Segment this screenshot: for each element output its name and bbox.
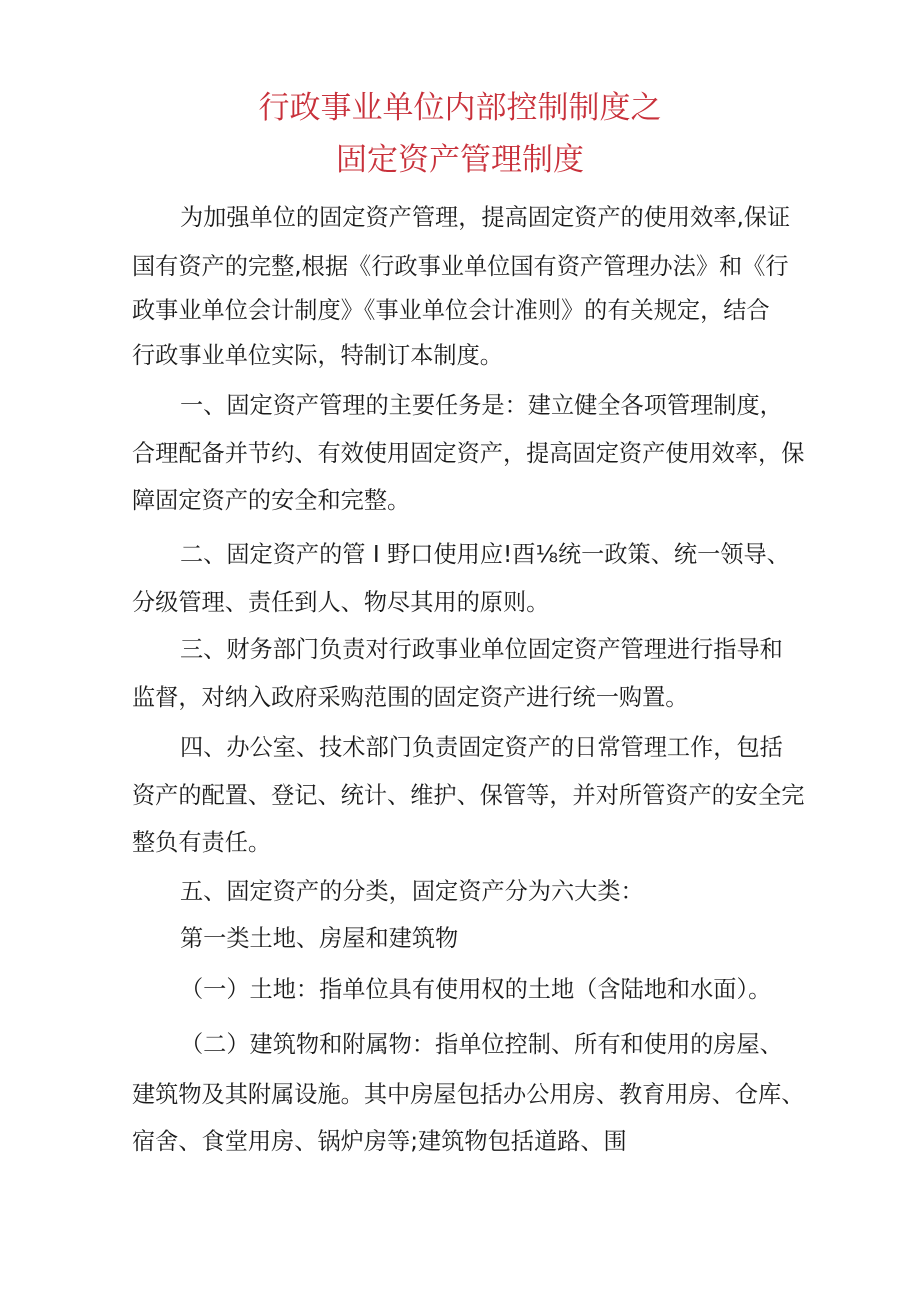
intro-line-1: 为加强单位的固定资产管理，提高固定资产的使用效率,保证 xyxy=(180,204,791,231)
section-2-line-1: 二、固定资产的管 I 野口使用应!酉⅛统一政策、统一领导、 xyxy=(180,541,790,568)
section-2-line-2: 分级管理、责任到人、物尽其用的原则。 xyxy=(132,589,550,616)
intro-line-3: 政事业单位会计制度》《事业单位会计准则》的有关规定，结合 xyxy=(132,297,770,324)
section-3-line-2: 监督，对纳入政府采购范围的固定资产进行统一购置。 xyxy=(132,684,689,711)
item-2-line-2: 建筑物及其附属设施。其中房屋包括办公用房、教育用房、仓库、 xyxy=(132,1081,805,1108)
section-4-line-1: 四、办公室、技术部门负责固定资产的日常管理工作，包括 xyxy=(180,734,783,761)
section-4-line-3: 整负有责任。 xyxy=(132,829,272,856)
item-2-line-1: （二）建筑物和附属物：指单位控制、所有和使用的房屋、 xyxy=(180,1031,783,1058)
section-4-line-2: 资产的配置、登记、统计、维护、保管等，并对所管资产的安全完 xyxy=(132,782,805,809)
document-title-line-2: 固定资产管理制度 xyxy=(336,142,584,178)
document-title-line-1: 行政事业单位内部控制制度之 xyxy=(258,90,662,126)
section-1-line-1: 一、固定资产管理的主要任务是：建立健全各项管理制度， xyxy=(180,392,783,419)
intro-line-2: 国有资产的完整,根据《行政事业单位国有资产管理办法》和《行 xyxy=(132,253,789,280)
intro-line-4: 行政事业单位实际，特制订本制度。 xyxy=(132,342,503,369)
item-1-line: （一）土地：指单位具有使用权的土地（含陆地和水面）。 xyxy=(180,976,772,1003)
section-1-line-2: 合理配备并节约、有效使用固定资产，提高固定资产使用效率，保 xyxy=(132,440,805,467)
category-1-heading: 第一类土地、房屋和建筑物 xyxy=(180,925,459,952)
section-3-line-1: 三、财务部门负责对行政事业单位固定资产管理进行指导和 xyxy=(180,636,783,663)
section-5-line: 五、固定资产的分类，固定资产分为六大类： xyxy=(180,878,644,905)
section-1-line-3: 障固定资产的安全和完整。 xyxy=(132,487,411,514)
item-2-line-3: 宿舍、食堂用房、锅炉房等;建筑物包括道路、围 xyxy=(132,1128,627,1155)
